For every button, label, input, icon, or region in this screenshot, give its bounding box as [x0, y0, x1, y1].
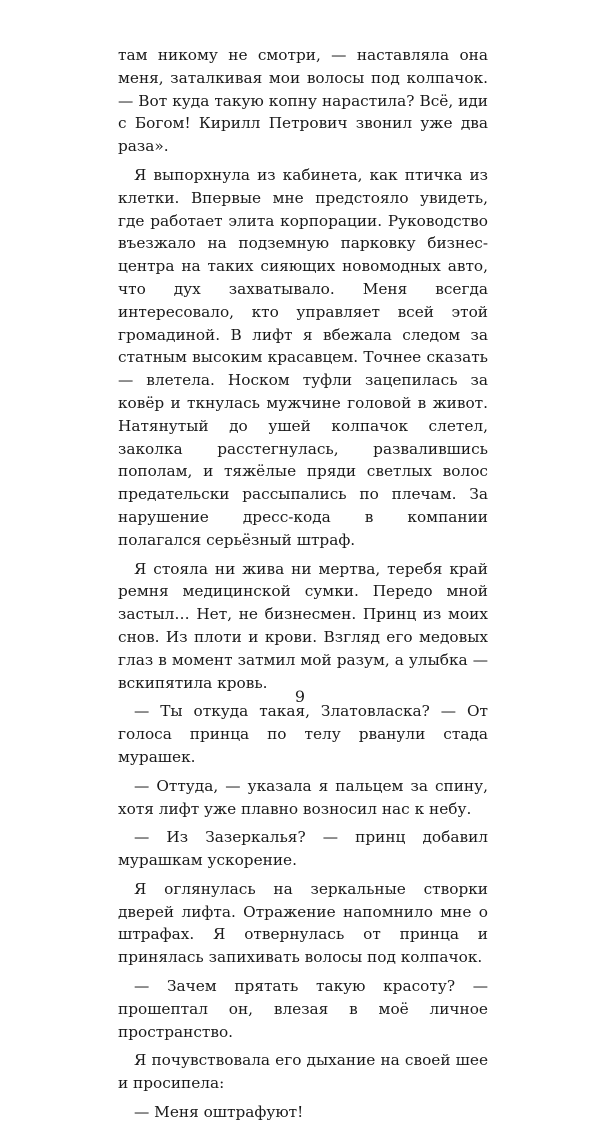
page-number: 9: [294, 687, 306, 706]
paragraph: Я выпорхнула из кабинета, как птичка из клетки. Впервые мне предстояло увидеть, где работает элита корпорации. Руководство въезжало на подземную парковку бизнес-центра на таких сияющих новомодных авто, что дух захватывало. Меня всегда интересовало, кто управляет всей этой громадиной. В лифт я вбежала следом за статным высоким красавцем. Точнее сказать — влетела. Носком туфли зацепилась за ковёр и ткнулась мужчине головой в живот. Натянутый до ушей колпачок слетел, заколка расстегнулась, развалившись пополам, и тяжёлые пряди светлых волос предательски рассыпались по плечам. За нарушение дресс-кода в компании полагался серьёзный штраф.: [118, 165, 488, 549]
dialogue-line: — Из Зазеркалья? — принц добавил мурашкам ускорение.: [118, 828, 488, 870]
body-text: [118, 44, 488, 1124]
dialogue-line: — Оттуда, — указала я пальцем за спину, хотя лифт уже плавно возносил нас к небу.: [118, 776, 488, 818]
paragraph: Я стояла ни жива ни мертва, теребя край ремня медицинской сумки. Передо мной застыл… Нет, не бизнесмен. Принц из моих снов. Из плоти и крови. Взгляд его медовых глаз в момент затмил мой разум, а улыбка — вскипятила кровь.: [118, 559, 488, 692]
paragraph: Я оглянулась на зеркальные створки дверей лифта. Отражение напомнило мне о штрафах. Я отвернулась от принца и принялась запихивать волосы под колпачок.: [118, 879, 488, 967]
dialogue-line: — Зачем прятать такую красоту? — прошептал он, влезая в моё личное пространство.: [118, 977, 488, 1041]
paragraph-continuation: там никому не смотри, — наставляла она меня, заталкивая мои волосы под колпачок. — Вот куда такую копну нарастила? Всё, иди с Богом! Кирилл Петрович звонил уже два раза».: [118, 46, 488, 156]
dialogue-line: — Ты откуда такая, Златовласка? — От голоса принца по телу рванули стада мурашек.: [118, 702, 488, 766]
paragraph: Я почувствовала его дыхание на своей шее и просипела:: [118, 1051, 488, 1093]
dialogue-line: — Меня оштрафуют!: [134, 1103, 304, 1122]
